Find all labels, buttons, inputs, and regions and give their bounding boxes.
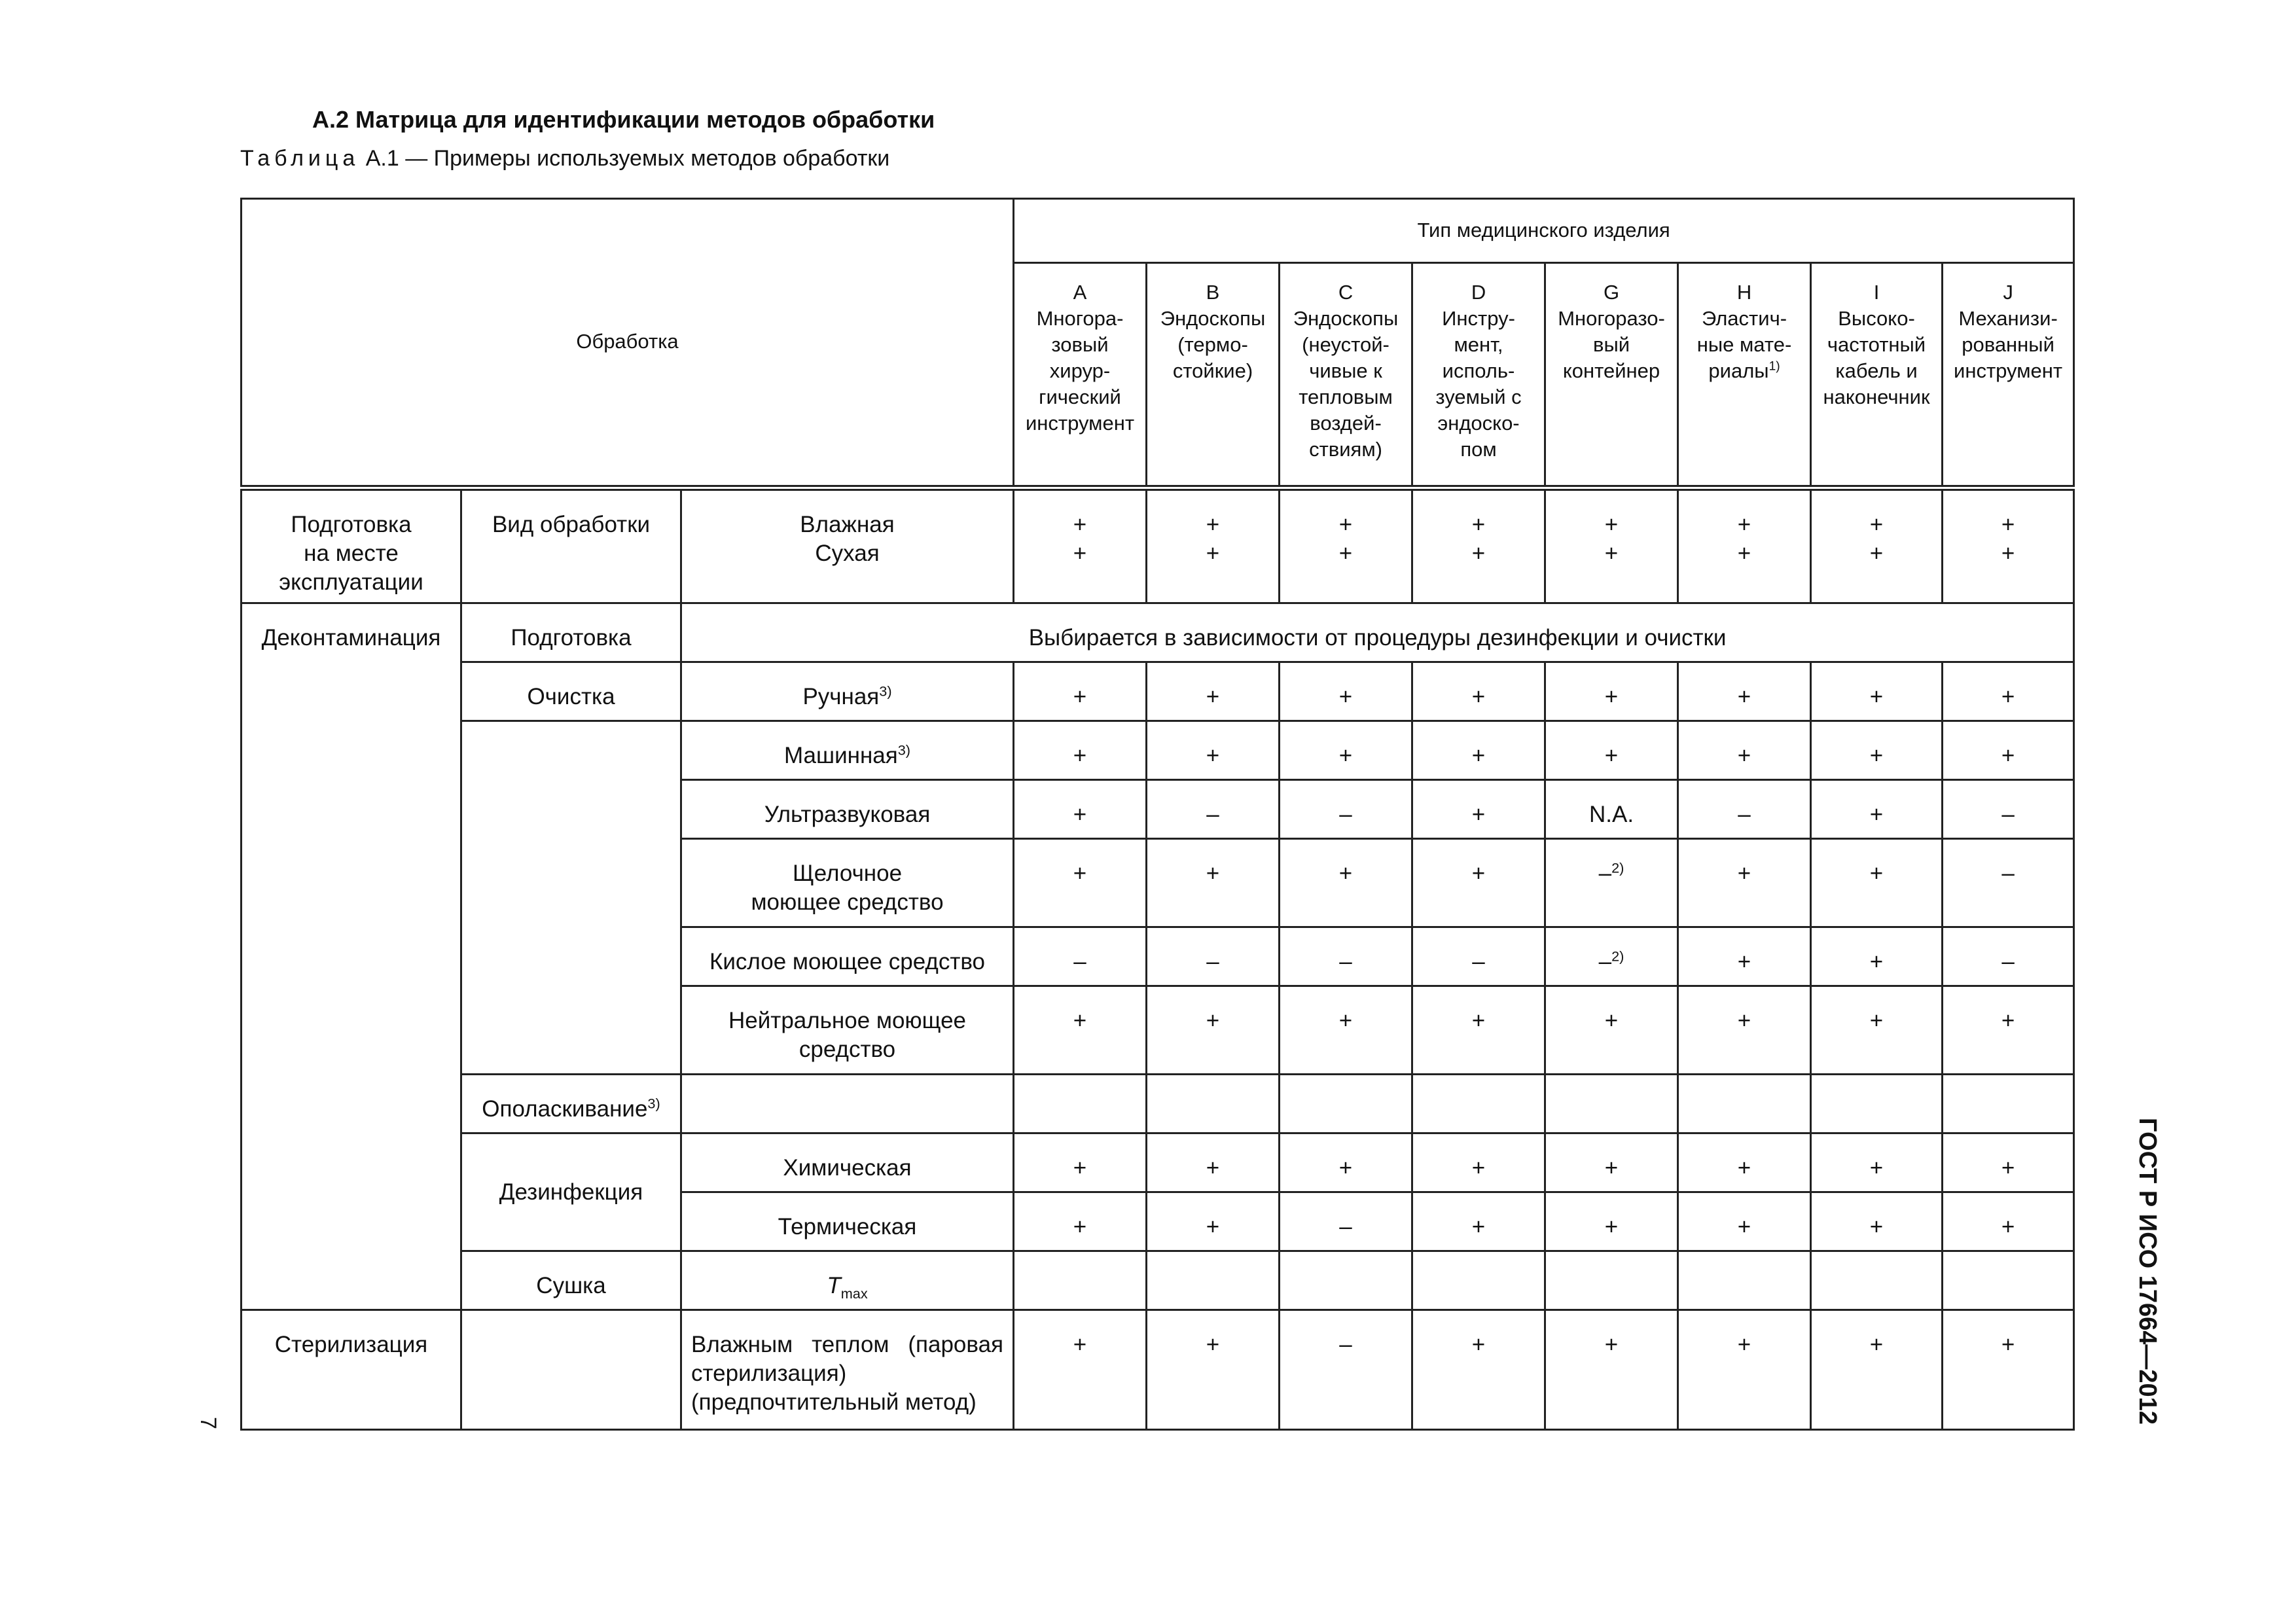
- section-heading: А.2 Матрица для идентификации методов обработки: [312, 106, 935, 133]
- col-label: Многора- зовый хирур- гический инструмент: [1025, 307, 1135, 435]
- cell-value: +: [1412, 721, 1545, 780]
- empty-cell: [1545, 1075, 1678, 1133]
- row-subgroup-label: Очистка: [461, 662, 681, 721]
- cell-value: +: [1280, 721, 1412, 780]
- caption-text: А.1 — Примеры используемых методов обработки: [359, 146, 890, 171]
- row-chemical-disinfection: [242, 1133, 2074, 1192]
- row-group-label: Подготовка на месте эксплуатации: [242, 488, 461, 603]
- row-machine-cleaning: [242, 721, 2074, 780]
- cell-value: +: [1147, 1133, 1280, 1192]
- row-method-label: Термическая: [681, 1192, 1014, 1251]
- cell-value: +: [1147, 1192, 1280, 1251]
- cell-value: [1545, 927, 1678, 986]
- col-letter: B: [1206, 281, 1220, 304]
- row-subgroup-label-empty: [461, 721, 681, 1075]
- footnote-ref: 2): [1611, 948, 1624, 965]
- row-manual-cleaning: [242, 662, 2074, 721]
- cell-value: +: [1014, 662, 1147, 721]
- col-header-i: [1811, 263, 1943, 488]
- row-method-label: Нейтральное моющее средство: [681, 986, 1014, 1075]
- col-header-a: [1014, 263, 1147, 488]
- footnote-ref: 1): [1768, 359, 1780, 374]
- empty-cell: [1280, 1251, 1412, 1310]
- cell-value: + +: [1545, 488, 1678, 603]
- header-row-group: [242, 199, 2074, 263]
- row-subgroup-label: [461, 1075, 681, 1133]
- footnote-ref: 2): [1611, 859, 1624, 876]
- document-code-vertical: ГОСТ Р ИСО 17664—2012: [2134, 1117, 2161, 1425]
- method-text: Ручная: [802, 684, 880, 709]
- cell-value: +: [1678, 721, 1811, 780]
- cell-value: –: [1943, 927, 2074, 986]
- cell-value: +: [1545, 1310, 1678, 1430]
- col-header-d: [1412, 263, 1545, 488]
- cell-value: +: [1412, 1133, 1545, 1192]
- col-header-j: [1943, 263, 2074, 488]
- row-subgroup-label: Дезинфекция: [461, 1133, 681, 1251]
- col-letter: I: [1873, 281, 1880, 304]
- empty-cell: [681, 1075, 1014, 1133]
- method-text: Машинная: [784, 743, 898, 768]
- table-caption: [240, 146, 889, 171]
- col-header-b: [1147, 263, 1280, 488]
- row-method-label: Влажная Сухая: [681, 488, 1014, 603]
- col-letter: G: [1603, 281, 1620, 304]
- row-method-label: Химическая: [681, 1133, 1014, 1192]
- cell-value: + +: [1811, 488, 1943, 603]
- empty-cell: [1678, 1075, 1811, 1133]
- cell-value: +: [1412, 662, 1545, 721]
- cell-value: +: [1014, 1310, 1147, 1430]
- col-header-g: [1545, 263, 1678, 488]
- empty-cell: [1014, 1251, 1147, 1310]
- cell-value: –: [1147, 927, 1280, 986]
- cell-value: +: [1811, 1192, 1943, 1251]
- empty-cell: [1412, 1075, 1545, 1133]
- cell-value: +: [1014, 1192, 1147, 1251]
- cell-value: +: [1147, 1310, 1280, 1430]
- tmax-symbol: T: [827, 1273, 841, 1298]
- cell-value: +: [1147, 721, 1280, 780]
- cell-value: +: [1678, 986, 1811, 1075]
- cell-value: +: [1811, 662, 1943, 721]
- cell-value: +: [1811, 986, 1943, 1075]
- cell-value: +: [1943, 1310, 2074, 1430]
- cell-value: +: [1811, 927, 1943, 986]
- row-site-preparation: [242, 488, 2074, 603]
- cell-value: + +: [1943, 488, 2074, 603]
- col-header-h: [1678, 263, 1811, 488]
- processing-methods-table: [240, 198, 2075, 1431]
- cell-value: +: [1147, 662, 1280, 721]
- col-header-c: [1280, 263, 1412, 488]
- row-group-label: Деконтаминация: [242, 603, 461, 1310]
- cell-value: +: [1545, 721, 1678, 780]
- row-subgroup-label-empty: [461, 1310, 681, 1430]
- empty-cell: [1545, 1251, 1678, 1310]
- cell-value: +: [1412, 839, 1545, 927]
- cell-value: +: [1943, 721, 2074, 780]
- cell-value: –: [1280, 1192, 1412, 1251]
- cell-value: +: [1280, 662, 1412, 721]
- cell-value: +: [1412, 780, 1545, 839]
- cell-value: + +: [1147, 488, 1280, 603]
- cell-value: +: [1280, 839, 1412, 927]
- cell-value: +: [1811, 780, 1943, 839]
- cell-value: +: [1280, 1133, 1412, 1192]
- cell-value: –: [1412, 927, 1545, 986]
- row-decon-preparation: [242, 603, 2074, 662]
- row-group-label: Стерилизация: [242, 1310, 461, 1430]
- cell-value: +: [1147, 839, 1280, 927]
- cell-value: +: [1678, 662, 1811, 721]
- row-subgroup-label: Подготовка: [461, 603, 681, 662]
- cell-value: +: [1412, 1310, 1545, 1430]
- row-method-label: Ультразвуковая: [681, 780, 1014, 839]
- corner-header: Обработка: [242, 199, 1014, 488]
- cell-value: –: [1678, 780, 1811, 839]
- cell-value: +: [1811, 721, 1943, 780]
- cell-value: + +: [1280, 488, 1412, 603]
- col-label: [1681, 306, 1807, 384]
- col-label: Эндоскопы (неустой- чивые к тепловым воздей- ствиям): [1293, 307, 1399, 461]
- empty-cell: [1147, 1075, 1280, 1133]
- footnote-ref: 3): [897, 741, 911, 758]
- row-method-label: Кислое моющее средство: [681, 927, 1014, 986]
- cell-value: +: [1545, 986, 1678, 1075]
- cell-value: +: [1014, 721, 1147, 780]
- row-method-label: [681, 1251, 1014, 1310]
- cell-value: +: [1545, 1192, 1678, 1251]
- col-label: Инстру- мент, исполь- зуемый с эндоско- пом: [1435, 307, 1522, 461]
- cell-value: +: [1014, 839, 1147, 927]
- col-letter: D: [1471, 281, 1486, 304]
- row-span-note: Выбирается в зависимости от процедуры дезинфекции и очистки: [681, 603, 2074, 662]
- cell-value: –: [1147, 780, 1280, 839]
- empty-cell: [1811, 1075, 1943, 1133]
- row-method-label: [681, 662, 1014, 721]
- cell-value: +: [1943, 662, 2074, 721]
- empty-cell: [1412, 1251, 1545, 1310]
- row-method-label: Щелочное моющее средство: [681, 839, 1014, 927]
- page-number: 7: [195, 1417, 221, 1429]
- cell-value: +: [1678, 927, 1811, 986]
- value-text: –: [1598, 861, 1612, 886]
- col-letter: H: [1736, 281, 1752, 304]
- cell-value: –: [1280, 780, 1412, 839]
- col-label: Многоразо- вый контейнер: [1558, 307, 1665, 382]
- cell-value: –: [1280, 927, 1412, 986]
- footnote-ref: 3): [647, 1095, 660, 1112]
- empty-cell: [1678, 1251, 1811, 1310]
- empty-cell: [1014, 1075, 1147, 1133]
- tmax-subscript: max: [840, 1285, 868, 1302]
- row-method-label: Влажным теплом (паровая стерилизация) (предпочтительный метод): [681, 1310, 1014, 1430]
- row-subgroup-label: Сушка: [461, 1251, 681, 1310]
- col-label: Высоко- частотный кабель и наконечник: [1823, 307, 1930, 408]
- cell-value: –: [1943, 839, 2074, 927]
- cell-value: [1545, 839, 1678, 927]
- cell-value: +: [1147, 986, 1280, 1075]
- cell-value: +: [1678, 1192, 1811, 1251]
- col-label: Эндоскопы (термо- стойкие): [1160, 307, 1266, 382]
- row-method-label: [681, 721, 1014, 780]
- footnote-ref: 3): [879, 683, 892, 700]
- cell-value: –: [1943, 780, 2074, 839]
- empty-cell: [1943, 1251, 2074, 1310]
- cell-value: +: [1678, 839, 1811, 927]
- row-drying: [242, 1251, 2074, 1310]
- col-letter: A: [1073, 281, 1087, 304]
- empty-cell: [1147, 1251, 1280, 1310]
- cell-value: +: [1545, 662, 1678, 721]
- cell-value: +: [1811, 1133, 1943, 1192]
- col-label-text: Эластич- ные мате- риалы: [1696, 307, 1792, 382]
- cell-value: +: [1014, 1133, 1147, 1192]
- cell-value: +: [1943, 1192, 2074, 1251]
- cell-value: N.A.: [1545, 780, 1678, 839]
- cell-value: +: [1678, 1310, 1811, 1430]
- cell-value: +: [1943, 986, 2074, 1075]
- cell-value: + +: [1412, 488, 1545, 603]
- cell-value: +: [1280, 986, 1412, 1075]
- cell-value: +: [1412, 1192, 1545, 1251]
- row-rinsing: [242, 1075, 2074, 1133]
- cell-value: +: [1014, 986, 1147, 1075]
- row-sterilization: [242, 1310, 2074, 1430]
- cell-value: +: [1014, 780, 1147, 839]
- col-label: Механизи- рованный инструмент: [1954, 307, 2063, 382]
- caption-word: Таблица: [240, 146, 360, 171]
- cell-value: +: [1545, 1133, 1678, 1192]
- cell-value: –: [1280, 1310, 1412, 1430]
- empty-cell: [1943, 1075, 2074, 1133]
- cell-value: –: [1014, 927, 1147, 986]
- empty-cell: [1811, 1251, 1943, 1310]
- subgroup-text: Ополаскивание: [482, 1096, 648, 1122]
- cell-value: +: [1943, 1133, 2074, 1192]
- row-subgroup-label: Вид обработки: [461, 488, 681, 603]
- value-text: –: [1598, 949, 1612, 974]
- cell-value: +: [1811, 839, 1943, 927]
- col-letter: J: [2003, 281, 2013, 304]
- cell-value: +: [1412, 986, 1545, 1075]
- col-letter: C: [1338, 281, 1354, 304]
- cell-value: + +: [1678, 488, 1811, 603]
- device-type-header: Тип медицинского изделия: [1014, 199, 2074, 263]
- cell-value: + +: [1014, 488, 1147, 603]
- cell-value: +: [1678, 1133, 1811, 1192]
- empty-cell: [1280, 1075, 1412, 1133]
- cell-value: +: [1811, 1310, 1943, 1430]
